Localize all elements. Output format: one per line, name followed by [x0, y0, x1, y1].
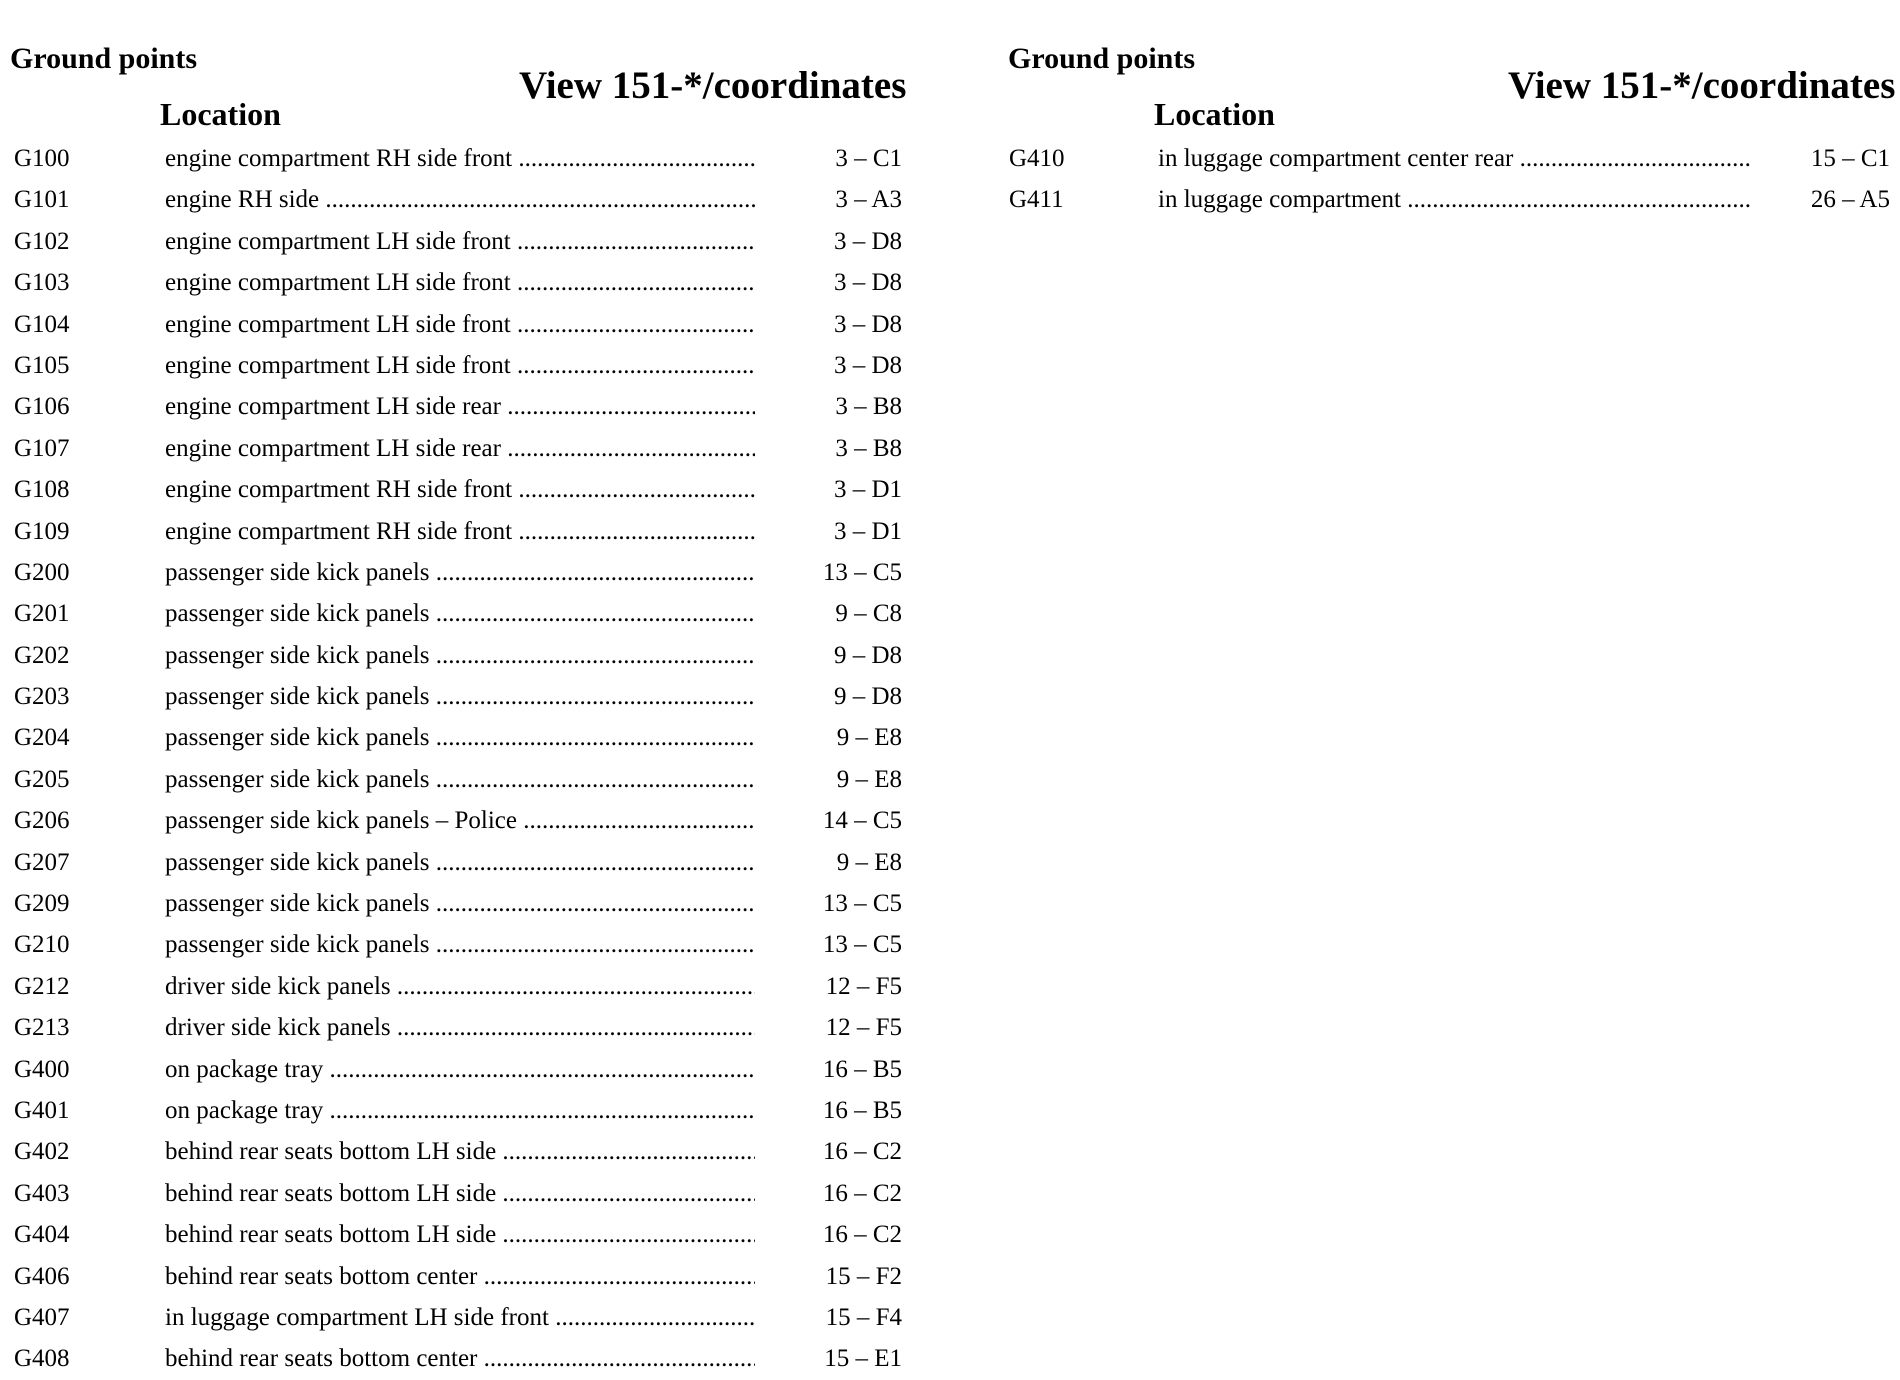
- ground-point-row: [1000, 179, 1900, 220]
- ground-point-location: on package tray .....: [165, 1090, 755, 1131]
- ground-point-location: engine RH side .....: [165, 179, 755, 220]
- ground-point-row: [0, 1173, 920, 1214]
- ground-point-row: [0, 593, 920, 634]
- ground-point-location: passenger side kick panels .....: [165, 635, 755, 676]
- ground-point-location: engine compartment LH side rear .....: [165, 428, 755, 469]
- ground-point-location: engine compartment RH side front .....: [165, 138, 755, 179]
- ground-point-id: G213: [14, 1014, 70, 1042]
- ground-point-id: G207: [14, 848, 70, 876]
- ground-point-coordinate: 13 – C5: [822, 931, 902, 959]
- ground-point-location: passenger side kick panels .....: [165, 593, 755, 634]
- ground-points-list: [0, 138, 920, 1380]
- ground-point-coordinate: 3 – D8: [833, 227, 902, 255]
- ground-point-location: passenger side kick panels .....: [165, 717, 755, 758]
- ground-point-location: driver side kick panels .....: [165, 966, 755, 1007]
- ground-point-id: G206: [14, 807, 70, 835]
- ground-point-id: G407: [14, 1303, 70, 1331]
- ground-point-coordinate: 3 – D8: [833, 269, 902, 297]
- ground-point-row: [0, 1338, 920, 1379]
- ground-point-row: [0, 842, 920, 883]
- ground-point-row: [0, 1007, 920, 1048]
- ground-point-id: G105: [14, 351, 70, 379]
- ground-point-location: engine compartment LH side front .....: [165, 345, 755, 386]
- ground-point-row: [0, 345, 920, 386]
- ground-point-coordinate: 9 – D8: [833, 683, 902, 711]
- section-heading: Ground points: [10, 42, 198, 75]
- ground-point-row: [0, 469, 920, 510]
- ground-point-row: [0, 759, 920, 800]
- ground-point-location: behind rear seats bottom LH side .....: [165, 1131, 755, 1172]
- ground-point-id: G100: [14, 145, 70, 172]
- ground-point-coordinate: 16 – B5: [822, 1096, 902, 1124]
- location-column-header: Location: [160, 96, 281, 132]
- left-panel: [0, 0, 920, 1376]
- ground-point-location: engine compartment LH side rear .....: [165, 386, 755, 427]
- ground-point-location: passenger side kick panels .....: [165, 924, 755, 965]
- view-coordinates-title: View 151-*/coordinates: [1508, 64, 1896, 107]
- ground-point-coordinate: 16 – C2: [822, 1138, 902, 1166]
- ground-points-list: [1000, 138, 1900, 221]
- ground-point-location: passenger side kick panels .....: [165, 676, 755, 717]
- ground-point-id: G200: [14, 558, 70, 586]
- ground-point-location: behind rear seats bottom LH side .....: [165, 1173, 755, 1214]
- ground-point-id: G201: [14, 600, 70, 628]
- ground-point-row: [1000, 138, 1900, 179]
- ground-point-id: G209: [14, 890, 70, 918]
- ground-point-row: [0, 304, 920, 345]
- ground-point-location: engine compartment LH side front .....: [165, 262, 755, 303]
- ground-point-row: [0, 635, 920, 676]
- ground-point-location: passenger side kick panels .....: [165, 883, 755, 924]
- ground-point-row: [0, 717, 920, 758]
- ground-point-coordinate: 9 – E8: [836, 848, 902, 876]
- ground-point-coordinate: 12 – F5: [825, 972, 902, 1000]
- ground-point-coordinate: 3 – B8: [835, 393, 902, 421]
- ground-point-coordinate: 3 – D8: [833, 351, 902, 379]
- ground-point-id: G205: [14, 765, 70, 793]
- ground-point-location: behind rear seats bottom LH side .....: [165, 1214, 755, 1255]
- ground-point-coordinate: 3 – B8: [835, 434, 902, 462]
- ground-point-location: passenger side kick panels – Police .....: [165, 800, 755, 841]
- section-heading: Ground points: [1008, 42, 1196, 75]
- ground-point-id: G410: [1009, 145, 1065, 172]
- ground-point-coordinate: 15 – C1: [1810, 145, 1890, 172]
- ground-point-location: in luggage compartment center rear .....: [1158, 138, 1750, 179]
- ground-point-location: behind rear seats bottom center .....: [165, 1256, 755, 1297]
- ground-point-coordinate: 26 – A5: [1810, 186, 1890, 214]
- ground-point-id: G400: [14, 1055, 70, 1083]
- ground-point-location: behind rear seats bottom center .....: [165, 1338, 755, 1379]
- view-coordinates-title: View 151-*/coordinates: [519, 64, 907, 107]
- ground-point-row: [0, 386, 920, 427]
- ground-point-row: [0, 552, 920, 593]
- ground-point-id: G401: [14, 1096, 70, 1124]
- ground-point-coordinate: 15 – E1: [824, 1345, 902, 1373]
- ground-point-row: [0, 221, 920, 262]
- ground-point-location: engine compartment LH side front .....: [165, 304, 755, 345]
- ground-point-location: on package tray .....: [165, 1049, 755, 1090]
- ground-point-location: in luggage compartment .....: [1158, 179, 1750, 220]
- ground-point-coordinate: 3 – D8: [833, 310, 902, 338]
- ground-point-row: [0, 262, 920, 303]
- ground-point-id: G408: [14, 1345, 70, 1373]
- ground-point-id: G101: [14, 186, 70, 214]
- ground-point-row: [0, 511, 920, 552]
- ground-point-row: [0, 800, 920, 841]
- ground-point-row: [0, 1214, 920, 1255]
- ground-point-coordinate: 9 – E8: [836, 765, 902, 793]
- ground-point-coordinate: 16 – C2: [822, 1221, 902, 1249]
- location-column-header: Location: [1154, 96, 1275, 132]
- ground-point-id: G210: [14, 931, 70, 959]
- ground-point-row: [0, 1049, 920, 1090]
- ground-point-coordinate: 14 – C5: [822, 807, 902, 835]
- ground-point-row: [0, 676, 920, 717]
- ground-point-coordinate: 3 – D1: [833, 476, 902, 504]
- ground-point-id: G103: [14, 269, 70, 297]
- ground-point-coordinate: 9 – C8: [835, 600, 902, 628]
- ground-point-location: passenger side kick panels .....: [165, 842, 755, 883]
- ground-point-id: G109: [14, 517, 70, 545]
- ground-point-row: [0, 1297, 920, 1338]
- ground-point-row: [0, 138, 920, 179]
- ground-point-id: G202: [14, 641, 70, 669]
- ground-point-row: [0, 966, 920, 1007]
- ground-point-coordinate: 3 – D1: [833, 517, 902, 545]
- ground-point-coordinate: 16 – B5: [822, 1055, 902, 1083]
- ground-point-location: passenger side kick panels .....: [165, 759, 755, 800]
- ground-point-row: [0, 924, 920, 965]
- ground-point-id: G402: [14, 1138, 70, 1166]
- ground-point-id: G204: [14, 724, 70, 752]
- ground-point-id: G404: [14, 1221, 70, 1249]
- ground-point-coordinate: 9 – E8: [836, 724, 902, 752]
- ground-point-id: G406: [14, 1262, 70, 1290]
- ground-point-location: engine compartment RH side front .....: [165, 469, 755, 510]
- ground-point-id: G411: [1009, 186, 1064, 214]
- ground-point-coordinate: 3 – C1: [835, 145, 902, 172]
- ground-point-id: G104: [14, 310, 70, 338]
- ground-point-id: G107: [14, 434, 70, 462]
- ground-point-location: engine compartment RH side front .....: [165, 511, 755, 552]
- ground-point-id: G403: [14, 1179, 70, 1207]
- ground-point-id: G102: [14, 227, 70, 255]
- ground-point-coordinate: 12 – F5: [825, 1014, 902, 1042]
- ground-point-row: [0, 1090, 920, 1131]
- ground-point-id: G106: [14, 393, 70, 421]
- ground-point-row: [0, 1131, 920, 1172]
- ground-point-location: engine compartment LH side front .....: [165, 221, 755, 262]
- ground-point-coordinate: 9 – D8: [833, 641, 902, 669]
- ground-point-id: G203: [14, 683, 70, 711]
- right-panel: [1000, 0, 1900, 1376]
- ground-point-coordinate: 13 – C5: [822, 890, 902, 918]
- ground-point-id: G212: [14, 972, 70, 1000]
- ground-point-location: driver side kick panels .....: [165, 1007, 755, 1048]
- ground-point-coordinate: 13 – C5: [822, 558, 902, 586]
- ground-point-row: [0, 1256, 920, 1297]
- ground-point-id: G108: [14, 476, 70, 504]
- ground-point-coordinate: 16 – C2: [822, 1179, 902, 1207]
- ground-point-row: [0, 883, 920, 924]
- ground-point-location: in luggage compartment LH side front .....: [165, 1297, 755, 1338]
- ground-point-row: [0, 428, 920, 469]
- ground-point-coordinate: 15 – F2: [825, 1262, 902, 1290]
- ground-point-location: passenger side kick panels .....: [165, 552, 755, 593]
- ground-point-row: [0, 179, 920, 220]
- ground-point-coordinate: 3 – A3: [835, 186, 902, 214]
- ground-point-coordinate: 15 – F4: [825, 1303, 902, 1331]
